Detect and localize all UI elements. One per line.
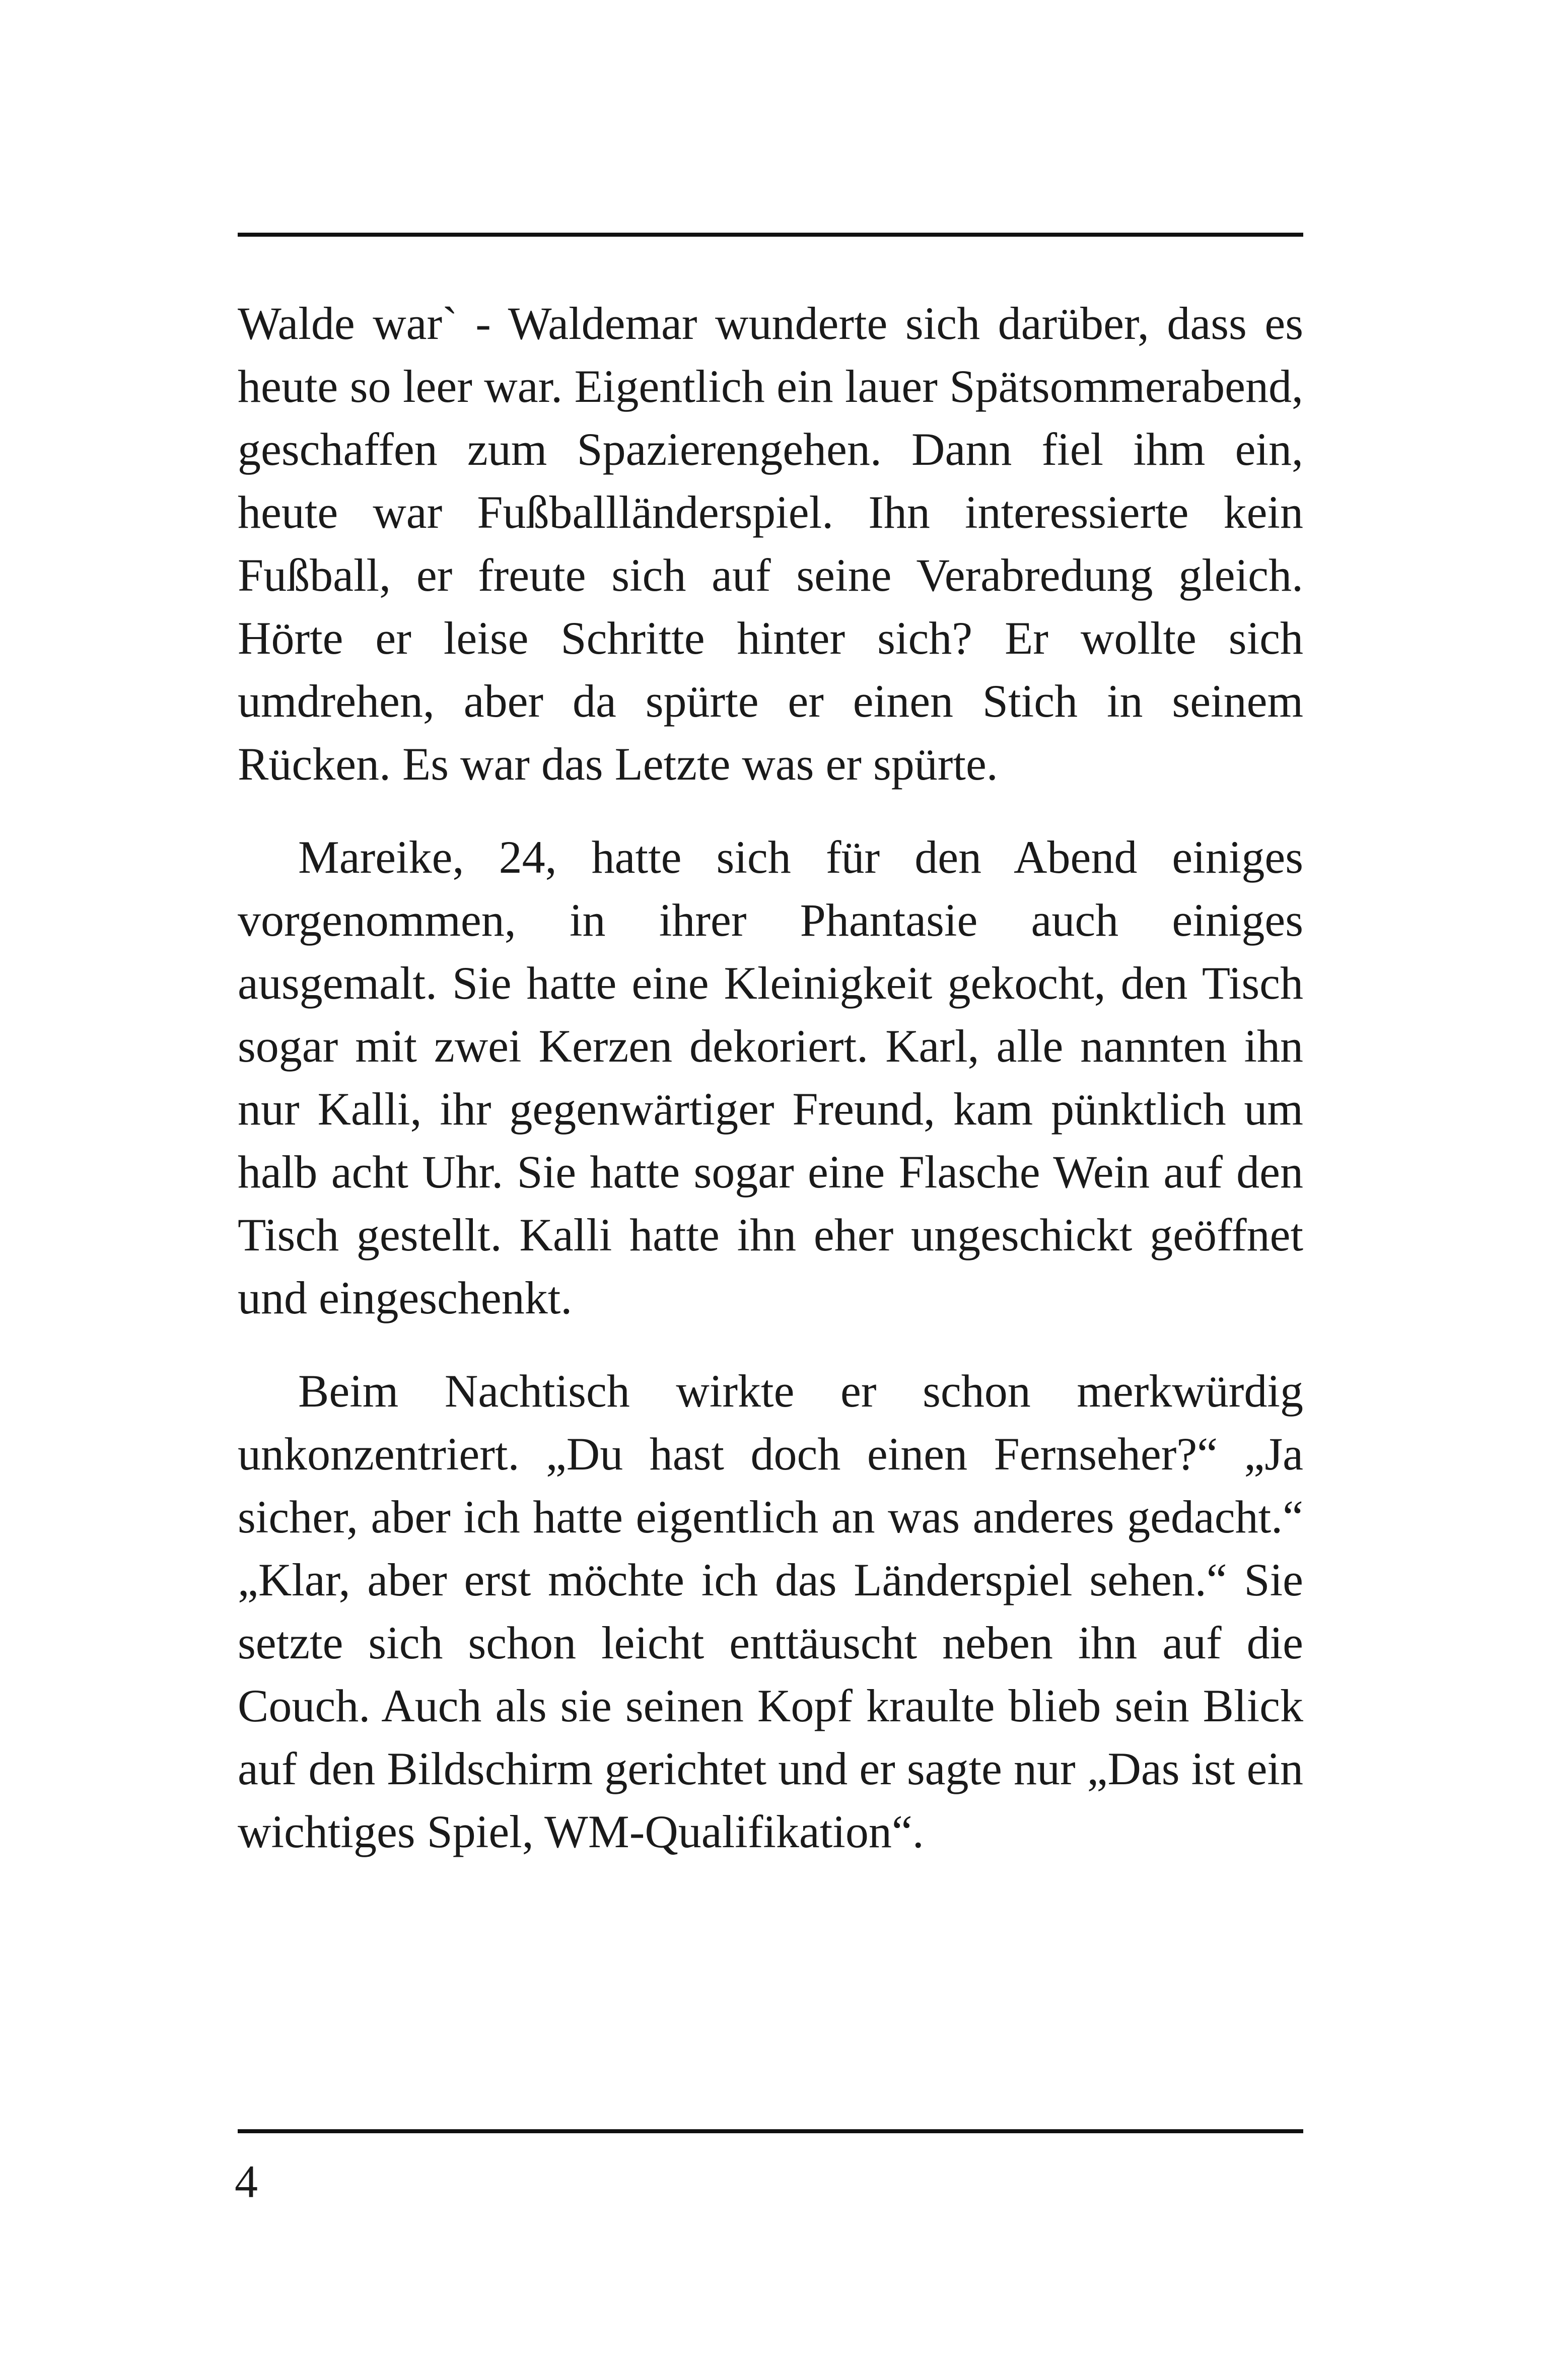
footer-rule bbox=[238, 2129, 1303, 2133]
body-text bbox=[238, 292, 1303, 1863]
header-rule bbox=[238, 233, 1303, 237]
paragraph-2: Mareike, 24, hatte sich für den Abend einiges vorgenommen, in ihrer Phantasie auch einiges ausgemalt. Sie hatte eine Kleinigkeit gekocht, den Tisch sogar mit zwei Kerzen dekoriert. Karl, alle nannten ihn nur Kalli, ihr gegenwärtiger Freund, kam pünktlich um halb acht Uhr. Sie hatte sogar eine Flasche Wein auf den Tisch gestellt. Kalli hatte ihn eher ungeschickt geöffnet und eingeschenkt. bbox=[238, 831, 1303, 1323]
paragraph-1: Walde war` - Waldemar wunderte sich darüber, dass es heute so leer war. Eigentlich ein lauer Spätsommerabend, geschaffen zum Spazierengehen. Dann fiel ihm ein, heute war Fußballländerspiel. Ihn interessierte kein Fußball, er freute sich auf seine Verabredung gleich. Hörte er leise Schritte hinter sich? Er wollte sich umdrehen, aber da spürte er einen Stich in seinem Rücken. Es war das Letzte was er spürte. bbox=[238, 298, 1303, 790]
paragraph-3: Beim Nachtisch wirkte er schon merkwürdig unkonzentriert. „Du hast doch einen Fernseher?“ „Ja sicher, aber ich hatte eigentlich an was anderes gedacht.“ „Klar, aber erst möchte ich das Länderspiel sehen.“ Sie setzte sich schon leicht enttäuscht neben ihn auf die Couch. Auch als sie seinen Kopf kraulte blieb sein Blick auf den Bildschirm gerichtet und er sagte nur „Das ist ein wichtiges Spiel, WM-Qualifikation“. bbox=[238, 1365, 1303, 1857]
page-number: 4 bbox=[235, 2156, 258, 2207]
